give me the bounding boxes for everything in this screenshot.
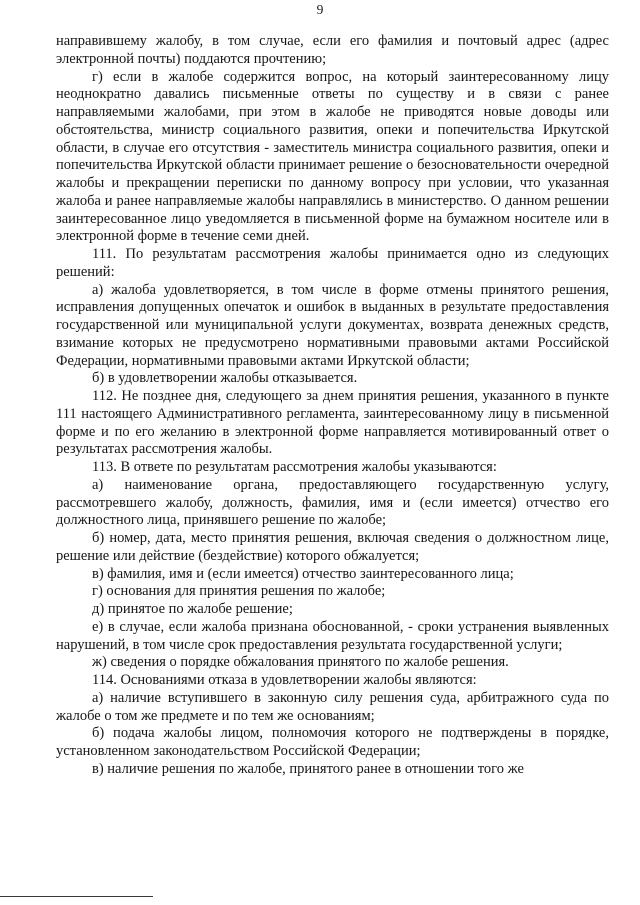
- paragraph-114-v: в) наличие решения по жалобе, принятого ранее в отношении того же: [92, 760, 524, 777]
- paragraph-113-b: б) номер, дата, место принятия решения, включая сведения о должностном лице, решение или действие (бездействие) которого обжалуется;: [56, 530, 609, 564]
- paragraph-113-e: е) в случае, если жалоба признана обоснованной, - сроки устранения выявленных нарушений, в том числе срок предоставления результата государственной услуги;: [56, 618, 609, 653]
- paragraph-113-v: в) фамилия, имя и (если имеется) отчество заинтересованного лица;: [92, 565, 514, 582]
- paragraph-111: 111. По результатам рассмотрения жалобы принимается одно из следующих решений:: [56, 246, 609, 280]
- paragraph-113-a: а) наименование органа, предоставляющего государственную услугу, рассмотревшего жалобу, должность, фамилия, имя и (если имеется) отчество его должностного лица, принявшего решение по жалобе;: [56, 476, 609, 529]
- paragraph-continuation: направившему жалобу, в том случае, если его фамилия и почтовый адрес (адрес электронной почты) поддаются прочтению;: [56, 33, 609, 67]
- paragraph-113-zh: ж) сведения о порядке обжалования принятого по жалобе решения.: [92, 654, 509, 671]
- paragraph-114-a: а) наличие вступившего в законную силу решения суда, арбитражного суда по жалобе о том же предмете и по тем же основаниям;: [56, 689, 609, 724]
- paragraph-113-g: г) основания для принятия решения по жалобе;: [92, 583, 386, 600]
- page-number: 9: [316, 2, 324, 17]
- paragraph-113: 113. В ответе по результатам рассмотрения жалобы указываются:: [92, 459, 497, 475]
- paragraph-111-b: б) в удовлетворении жалобы отказывается.: [92, 370, 358, 387]
- paragraph-item-g: г) если в жалобе содержится вопрос, на который заинтересованному лицу неоднократно давались письменные ответы по существу и в связи с ранее направляемыми жалобами, при этом в жалобе не приводятся новые доводы или обстоятельства, министр социального развития, опеки и попечительства Иркутской области, в случае его отсутствия - заместитель министра социального развития, опеки и попечительства Иркутской области принимает решение о безосновательности очередной жалобы и прекращении переписки по данному вопросу при условии, что указанная жалоба и ранее направляемые жалобы направлялись в министерство. О данном решении заинтересованное лицо уведомляется в письменной форме на бумажном носителе или в электронной форме в течение семи дней.: [56, 68, 609, 245]
- paragraph-114-b: б) подача жалобы лицом, полномочия которого не подтверждены в порядке, установленном законодательством Российской Федерации;: [56, 725, 609, 759]
- paragraph-112: 112. Не позднее дня, следующего за днем принятия решения, указанного в пункте 111 настоящего Административного регламента, заинтересованному лицу в письменной форме и по его желанию в электронной форме направляется мотивированный ответ о результатах рассмотрения жалобы.: [56, 388, 609, 458]
- paragraph-114: 114. Основаниями отказа в удовлетворении жалобы являются:: [92, 672, 477, 688]
- paragraph-111-a: а) жалоба удовлетворяется, в том числе в форме отмены принятого решения, исправления допущенных опечаток и ошибок в выданных в результате предоставления государственной или муниципальной услуги документах, возврата денежных средств, взимание которых не предусмотрено нормативными правовыми актами Российской Федерации, нормативными правовыми актами Иркутской области;: [56, 281, 609, 369]
- document-body: [56, 33, 609, 779]
- footnote-divider: [0, 896, 153, 897]
- paragraph-113-d: д) принятое по жалобе решение;: [92, 601, 293, 617]
